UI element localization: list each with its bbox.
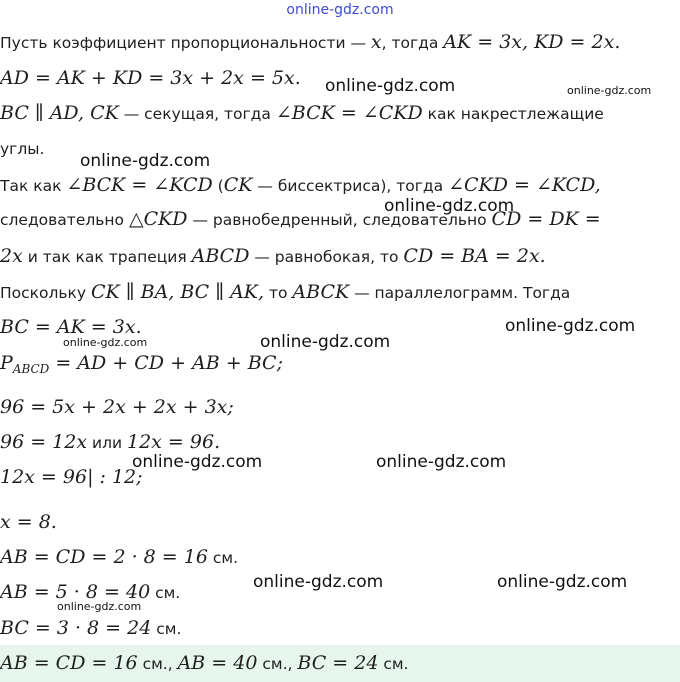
math-expression: ∠BCK = ∠KCD	[66, 174, 213, 196]
solution-line	[0, 396, 234, 418]
solution-line	[0, 138, 44, 160]
watermark: online-gdz.com	[505, 316, 636, 336]
math-expression: 2x	[0, 245, 23, 267]
math-expression: P	[0, 352, 13, 374]
text-run: следовательно	[0, 211, 129, 229]
math-expression: BC = AK = 3x.	[0, 316, 142, 338]
math-expression: BC = 3 · 8 = 24	[0, 617, 152, 639]
math-expression: ABCK	[292, 281, 350, 303]
watermark: online-gdz.com	[63, 336, 148, 349]
text-run: — секущая, тогда	[118, 105, 276, 123]
math-expression: AB = 40	[177, 652, 258, 674]
text-run: Поскольку	[0, 284, 92, 302]
math-expression: CD = DK =	[491, 208, 601, 230]
site-link[interactable]: online-gdz.com	[286, 2, 394, 18]
solution-line	[0, 245, 546, 267]
text-run: Так как	[0, 177, 67, 195]
text-run: , тогда	[381, 34, 444, 52]
math-expression: 12x = 96| : 12;	[0, 466, 143, 488]
solution-line	[0, 511, 57, 533]
solution-line	[0, 431, 220, 453]
math-subscript: ABCD	[12, 362, 50, 377]
math-expression: ∠CKD = ∠KCD,	[448, 174, 601, 196]
solution-line	[0, 31, 620, 53]
watermark: online-gdz.com	[132, 452, 263, 472]
text-run: (	[212, 177, 224, 195]
solution-line	[0, 281, 570, 303]
text-run: и так как трапеция	[22, 248, 192, 266]
text-run: — параллелограмм. Тогда	[349, 284, 571, 302]
solution-line	[0, 466, 143, 488]
math-expression: CD = BA = 2x.	[403, 245, 546, 267]
text-run: см.	[207, 549, 239, 567]
watermark: online-gdz.com	[57, 600, 142, 613]
solution-line	[0, 617, 181, 639]
text-run: см.	[378, 655, 409, 673]
math-expression: CK	[223, 174, 253, 196]
math-expression: x	[370, 31, 382, 53]
math-expression: 96 = 12x	[0, 431, 88, 453]
text-run: см.	[151, 620, 182, 638]
watermark: online-gdz.com	[384, 196, 515, 216]
answer-line	[0, 652, 408, 674]
math-expression: AB = CD = 16	[0, 652, 138, 674]
text-run: Пусть коэффициент пропорциональности —	[0, 34, 371, 52]
watermark: online-gdz.com	[253, 572, 384, 592]
text-run: см.	[150, 584, 181, 602]
watermark: online-gdz.com	[260, 332, 391, 352]
text-run: или	[87, 434, 127, 452]
math-expression: AK = 3x, KD = 2x.	[443, 31, 621, 53]
solution-line	[0, 67, 301, 89]
math-expression: x = 8.	[0, 511, 57, 533]
watermark: online-gdz.com	[80, 151, 211, 171]
text-run: то	[264, 284, 293, 302]
solution-line	[0, 102, 604, 124]
text-run: см.,	[257, 655, 298, 673]
text-run: — равнобокая, то	[249, 248, 404, 266]
math-expression: BC ∥ AD, CK	[0, 102, 119, 124]
math-expression: AB = CD = 2 · 8 = 16	[0, 546, 208, 568]
math-expression: BC = 24	[297, 652, 379, 674]
math-expression: AB = 5 · 8 = 40	[0, 581, 151, 603]
watermark: online-gdz.com	[376, 452, 507, 472]
math-expression: ABCD	[191, 245, 250, 267]
solution-line	[0, 546, 238, 568]
watermark: online-gdz.com	[497, 572, 628, 592]
solution-line	[0, 174, 601, 196]
solution-line	[0, 352, 283, 377]
math-expression: CK ∥ BA, BC ∥ AK,	[91, 281, 265, 303]
math-expression: = AD + CD + AB + BC;	[49, 352, 283, 374]
math-expression: AD = AK + KD = 3x + 2x = 5x.	[0, 67, 301, 89]
text-run: — биссектриса), тогда	[252, 177, 449, 195]
math-expression: 12x = 96.	[127, 431, 221, 453]
solution-line	[0, 316, 142, 338]
text-run: см.,	[137, 655, 178, 673]
text-run: как накрестлежащие	[422, 105, 604, 123]
watermark: online-gdz.com	[325, 76, 456, 96]
text-run: углы.	[0, 140, 45, 158]
math-expression: △CKD	[128, 208, 188, 230]
math-expression: ∠BCK = ∠CKD	[275, 102, 423, 124]
watermark: online-gdz.com	[567, 84, 652, 97]
text-run: — равнобедренный, следовательно	[187, 211, 492, 229]
math-expression: 96 = 5x + 2x + 2x + 3x;	[0, 396, 234, 418]
